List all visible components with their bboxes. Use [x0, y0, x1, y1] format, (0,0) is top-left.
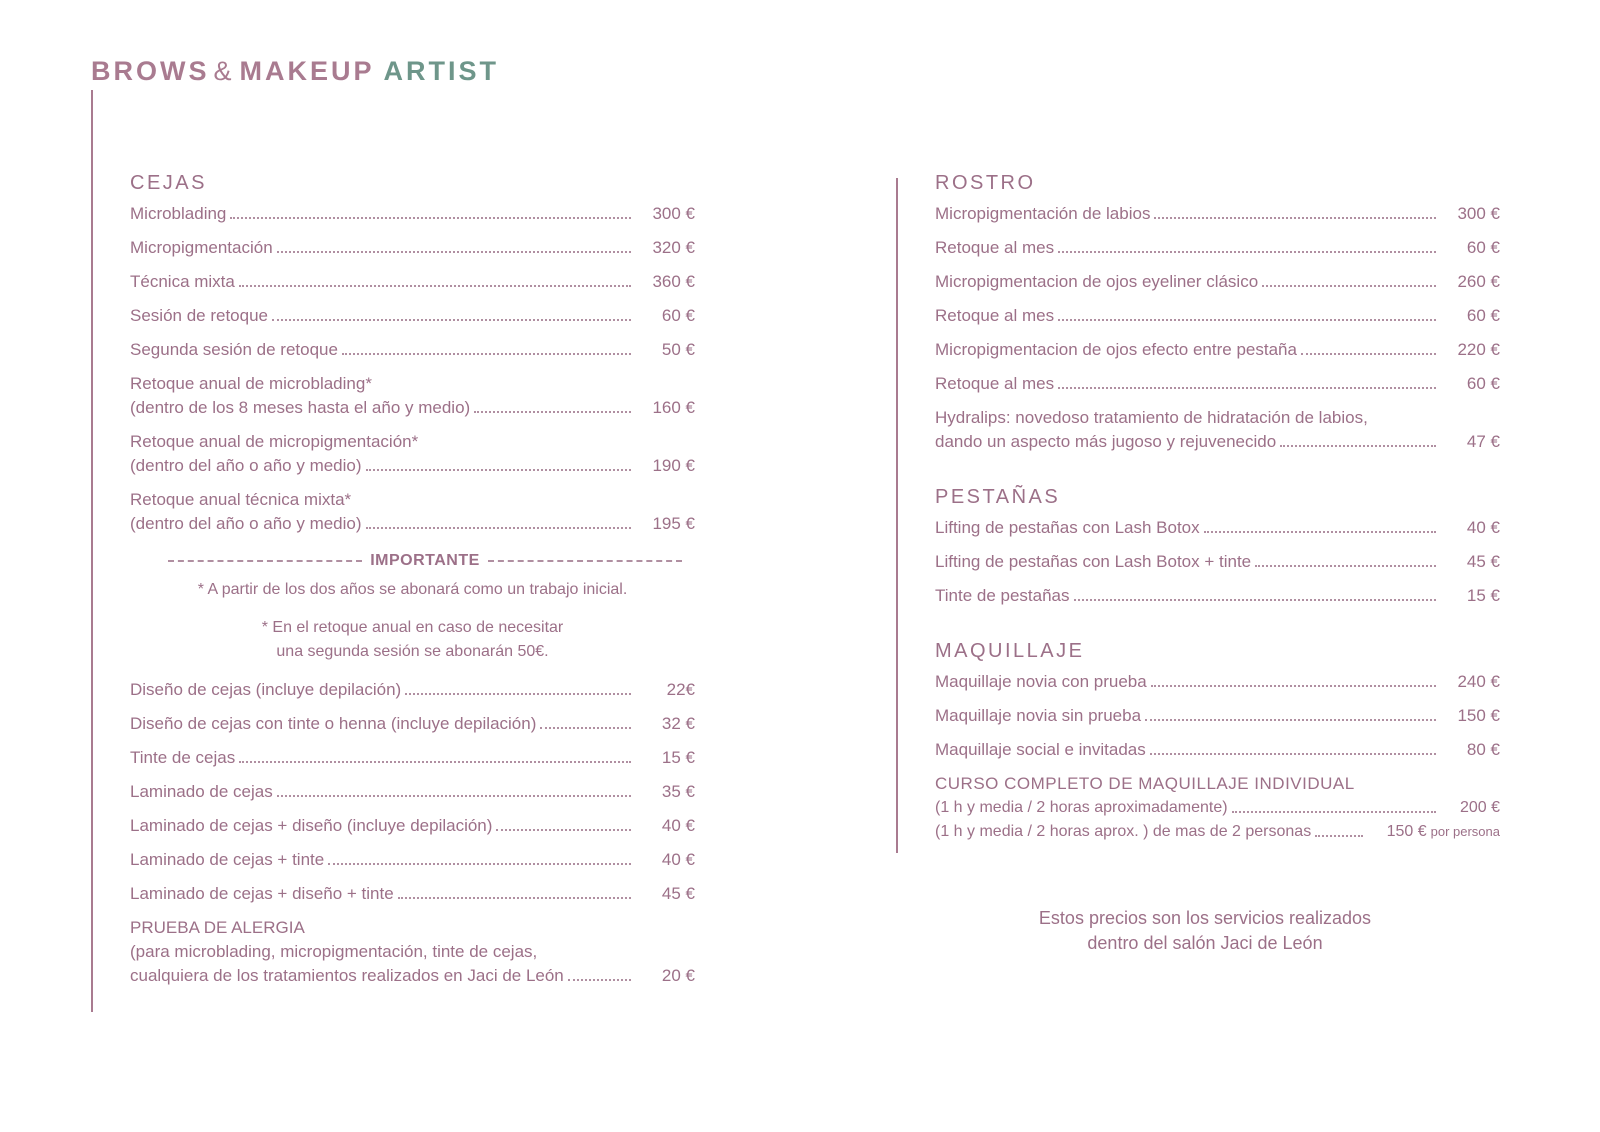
salon-note	[985, 906, 1425, 956]
course-option: (1 h y media / 2 horas aproximadamente)	[935, 799, 1228, 816]
leader-dots	[230, 217, 631, 219]
price-row	[935, 338, 1500, 362]
price-row	[935, 372, 1500, 396]
service-label: Retoque anual de microblading*	[130, 374, 372, 393]
price-row	[130, 814, 695, 838]
service-price: 50 €	[661, 340, 695, 359]
service-price: 260 €	[1457, 272, 1500, 291]
note-line: una segunda sesión se abonarán 50€.	[276, 643, 549, 660]
service-price: 200 €	[1459, 799, 1500, 816]
important-divider	[160, 552, 690, 570]
leader-dots	[1280, 445, 1436, 447]
price-row	[130, 454, 695, 478]
cejas-title: CEJAS	[130, 172, 207, 194]
service-label: Retoque anual de micropigmentación*	[130, 432, 419, 451]
hydralips-item	[935, 406, 1500, 454]
service-label: Micropigmentación de labios	[935, 204, 1151, 223]
price-row	[935, 584, 1500, 608]
leader-dots	[540, 727, 631, 729]
allergy-detail: cualquiera de los tratamientos realizados en Jaci de León	[130, 966, 564, 985]
important-label: IMPORTANTE	[370, 552, 480, 569]
price-row	[935, 516, 1500, 540]
multiline-price-item	[130, 488, 695, 536]
leader-dots	[1262, 285, 1436, 287]
course-title: CURSO COMPLETO DE MAQUILLAJE INDIVIDUAL	[935, 774, 1355, 793]
service-price: 150 €	[1386, 823, 1427, 840]
price-row	[130, 848, 695, 872]
service-price: 35 €	[661, 782, 695, 801]
note-line: * En el retoque anual en caso de necesitar	[261, 619, 564, 636]
service-price: 300 €	[652, 204, 695, 223]
leader-dots	[239, 761, 631, 763]
price-row	[935, 304, 1500, 328]
price-row	[130, 780, 695, 804]
leader-dots	[1058, 319, 1436, 321]
service-label: Segunda sesión de retoque	[130, 340, 338, 359]
price-row	[935, 796, 1500, 820]
allergy-test-item	[130, 916, 695, 988]
service-label: Tinte de cejas	[130, 748, 236, 767]
service-price: 60 €	[1466, 238, 1500, 257]
per-person-label: por persona	[1430, 824, 1500, 839]
rostro-title: ROSTRO	[935, 172, 1036, 194]
service-price: 220 €	[1457, 340, 1500, 359]
leader-dots	[568, 979, 631, 981]
dashed-line	[488, 560, 682, 562]
service-price: 150 €	[1457, 706, 1500, 725]
price-row	[935, 550, 1500, 574]
price-row	[130, 678, 695, 702]
leader-dots	[1154, 217, 1436, 219]
leader-dots	[1151, 685, 1436, 687]
service-price: 32 €	[661, 714, 695, 733]
service-label: Laminado de cejas + diseño + tinte	[130, 884, 394, 903]
service-price: 40 €	[661, 850, 695, 869]
service-detail: (dentro del año o año y medio)	[130, 456, 362, 475]
service-price: 160 €	[652, 398, 695, 417]
leader-dots	[1074, 599, 1436, 601]
service-label: Micropigmentacion de ojos efecto entre pestaña	[935, 340, 1297, 359]
price-row	[130, 202, 695, 226]
service-price: 40 €	[661, 816, 695, 835]
title-brows: BROWS	[91, 56, 210, 86]
leader-dots	[1301, 353, 1436, 355]
service-price: 45 €	[661, 884, 695, 903]
service-price: 20 €	[661, 966, 695, 985]
service-price: 195 €	[652, 514, 695, 533]
leader-dots	[328, 863, 631, 865]
service-price: 80 €	[1466, 740, 1500, 759]
pestanas-title: PESTAÑAS	[935, 486, 1061, 508]
leader-dots	[1204, 531, 1436, 533]
spacer	[935, 464, 1500, 486]
allergy-title: PRUEBA DE ALERGIA	[130, 918, 305, 937]
price-row	[130, 882, 695, 906]
service-price: 190 €	[652, 456, 695, 475]
price-row	[130, 270, 695, 294]
service-price: 60 €	[1466, 306, 1500, 325]
course-option: (1 h y media / 2 horas aprox. ) de mas de 2 personas	[935, 823, 1312, 840]
price-row	[130, 746, 695, 770]
cejas-column	[130, 172, 695, 998]
price-row	[130, 964, 695, 988]
service-label: Diseño de cejas (incluye depilación)	[130, 680, 402, 699]
allergy-detail: (para microblading, micropigmentación, tinte de cejas,	[130, 942, 538, 961]
service-detail: dando un aspecto más jugoso y rejuvenecido	[935, 432, 1277, 451]
leader-dots	[342, 353, 631, 355]
service-label: Laminado de cejas + diseño (incluye depilación)	[130, 816, 493, 835]
service-price: 40 €	[1466, 518, 1500, 537]
service-label: Diseño de cejas con tinte o henna (incluye depilación)	[130, 714, 537, 733]
note-two-years: * A partir de los dos años se abonará como un trabajo inicial.	[197, 581, 628, 598]
leader-dots	[474, 411, 631, 413]
service-price: 47 €	[1466, 432, 1500, 451]
salon-note-line: Estos precios son los servicios realizados	[1038, 908, 1372, 928]
leader-dots	[1255, 565, 1436, 567]
service-price: 22€	[666, 680, 695, 699]
leader-dots	[366, 469, 631, 471]
service-label: Maquillaje novia sin prueba	[935, 706, 1142, 725]
service-label: Técnica mixta	[130, 272, 235, 291]
salon-note-line: dentro del salón Jaci de León	[1087, 933, 1323, 953]
leader-dots	[496, 829, 631, 831]
leader-dots	[1150, 753, 1436, 755]
service-label: Sesión de retoque	[130, 306, 268, 325]
leader-dots	[1232, 811, 1436, 813]
leader-dots	[398, 897, 631, 899]
leader-dots	[1058, 387, 1436, 389]
service-label: Hydralips: novedoso tratamiento de hidratación de labios,	[935, 408, 1368, 427]
service-label: Retoque anual técnica mixta*	[130, 490, 352, 509]
price-row	[935, 430, 1500, 454]
price-row	[935, 738, 1500, 762]
service-price: 360 €	[652, 272, 695, 291]
service-label: Tinte de pestañas	[935, 586, 1070, 605]
price-row	[935, 704, 1500, 728]
spacer	[935, 618, 1500, 640]
leader-dots	[272, 319, 631, 321]
service-price: 15 €	[1466, 586, 1500, 605]
right-column	[935, 172, 1500, 854]
service-label: Laminado de cejas + tinte	[130, 850, 325, 869]
multiline-price-item	[130, 372, 695, 420]
page-title	[91, 56, 499, 87]
service-price: 60 €	[661, 306, 695, 325]
price-row	[935, 270, 1500, 294]
service-label: Lifting de pestañas con Lash Botox	[935, 518, 1200, 537]
service-price: 240 €	[1457, 672, 1500, 691]
service-price: 60 €	[1466, 374, 1500, 393]
price-row	[130, 712, 695, 736]
price-row	[935, 820, 1500, 844]
service-label: Lifting de pestañas con Lash Botox + tinte	[935, 552, 1252, 571]
service-label: Retoque al mes	[935, 238, 1055, 257]
service-price: 15 €	[661, 748, 695, 767]
leader-dots	[277, 251, 631, 253]
price-row	[130, 396, 695, 420]
leader-dots	[277, 795, 631, 797]
left-divider	[91, 90, 93, 1012]
price-row	[130, 236, 695, 260]
makeup-course-item	[935, 772, 1500, 844]
maquillaje-title: MAQUILLAJE	[935, 640, 1085, 662]
service-label: Retoque al mes	[935, 374, 1055, 393]
multiline-price-item	[130, 430, 695, 478]
dashed-line	[168, 560, 362, 562]
service-label: Micropigmentacion de ojos eyeliner clásico	[935, 272, 1259, 291]
note-second-session	[130, 616, 695, 664]
service-label: Retoque al mes	[935, 306, 1055, 325]
service-label: Micropigmentación	[130, 238, 273, 257]
leader-dots	[1058, 251, 1436, 253]
leader-dots	[1145, 719, 1436, 721]
price-row	[935, 202, 1500, 226]
service-label: Laminado de cejas	[130, 782, 273, 801]
title-artist: ARTIST	[383, 56, 500, 86]
price-row	[935, 670, 1500, 694]
service-price: 300 €	[1457, 204, 1500, 223]
price-row	[935, 236, 1500, 260]
title-makeup: MAKEUP	[239, 56, 375, 86]
leader-dots	[239, 285, 631, 287]
service-detail: (dentro de los 8 meses hasta el año y medio)	[130, 398, 471, 417]
leader-dots	[366, 527, 631, 529]
price-row	[130, 304, 695, 328]
price-row	[130, 512, 695, 536]
price-row	[130, 338, 695, 362]
title-ampersand: &	[213, 56, 232, 86]
leader-dots	[1315, 835, 1362, 837]
leader-dots	[405, 693, 631, 695]
service-label: Microblading	[130, 204, 227, 223]
service-detail: (dentro del año o año y medio)	[130, 514, 362, 533]
service-label: Maquillaje social e invitadas	[935, 740, 1146, 759]
service-price: 320 €	[652, 238, 695, 257]
service-price: 45 €	[1466, 552, 1500, 571]
right-divider	[896, 178, 898, 853]
service-label: Maquillaje novia con prueba	[935, 672, 1147, 691]
